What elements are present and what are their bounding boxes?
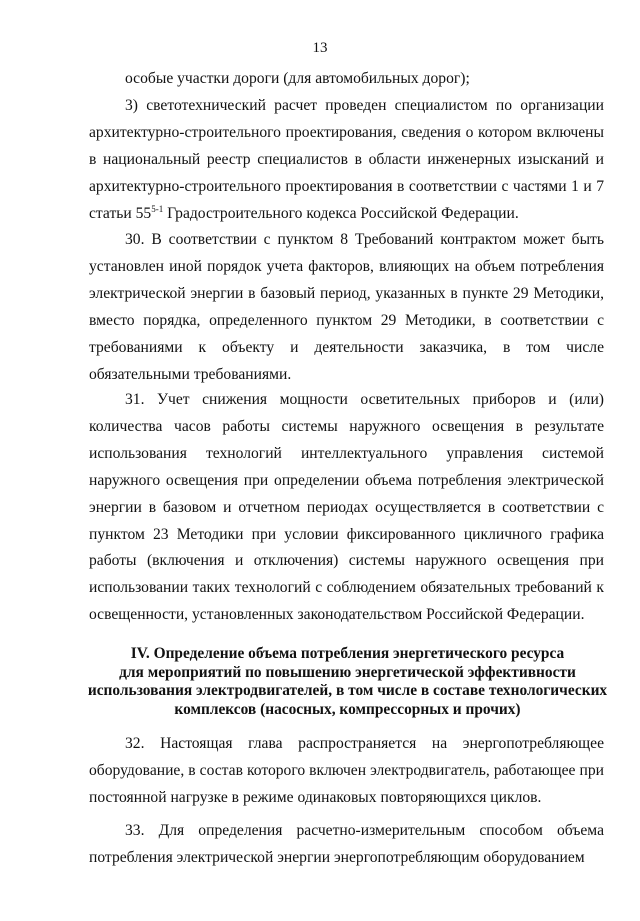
paragraph-30: 30. В соответствии с пунктом 8 Требований контрактом может быть установлен иной порядок учета факторов, влияющих на объем потребления электрической энергии в базовый период, указанных в пункте 29 Методики, вместо порядка, определенного пунктом 29 Методики, в соответствии с требованиями к объекту и деятельности заказчика, в том числе обязательными требованиями. — [89, 231, 604, 383]
section-heading-line-3: использования электродвигателей, в том числе в составе технологических — [87, 682, 608, 700]
paragraph-item-3-end: Градостроительного кодекса Российской Федерации. — [163, 204, 519, 222]
section-heading-line-4: комплексов (насосных, компрессорных и прочих) — [174, 700, 521, 718]
section-heading-line-2: для мероприятий по повышению энергетической эффективности — [119, 663, 576, 681]
paragraph-33: 33. Для определения расчетно-измерительным способом объема потребления электрической энергии энергопотребляющим оборудованием — [89, 822, 604, 866]
paragraph-item-3-text: 3) светотехнический расчет проведен специалистом по организации архитектурно-строительного проектирования, сведения о котором включены в национальный реестр специалистов в области инженерных изысканий и архитектурно-строительного проектирования в соответствии с частями 1 и 7 статьи 55 — [89, 97, 604, 222]
paragraph-32: 32. Настоящая глава распространяется на энергопотребляющее оборудование, в состав которого включен электродвигатель, работающее при постоянной нагрузке в режиме одинаковых повторяющихся циклов. — [89, 735, 604, 806]
section-heading — [80, 645, 615, 719]
paragraph-item-3 — [89, 93, 604, 228]
page-number: 13 — [312, 40, 328, 56]
superscript-article: 5-1 — [151, 203, 164, 214]
paragraph-31: 31. Учет снижения мощности осветительных приборов и (или) количества часов работы системы наружного освещения в результате использования технологий интеллектуального управления системой наружного освещения при определении объема потребления электрической энергии в базовом и отчетном периодах осуществляется в соответствии с пунктом 23 Методики при условии фиксированного цикличного графика работы (включения и отключения) системы наружного освещения при использовании таких технологий с соблюдением обязательных требований к освещенности, установленных законодательством Российской Федерации. — [89, 391, 604, 624]
section-heading-line-1: IV. Определение объема потребления энергетического ресурса — [130, 645, 565, 662]
paragraph-continuation: особые участки дороги (для автомобильных дорог); — [125, 70, 470, 87]
